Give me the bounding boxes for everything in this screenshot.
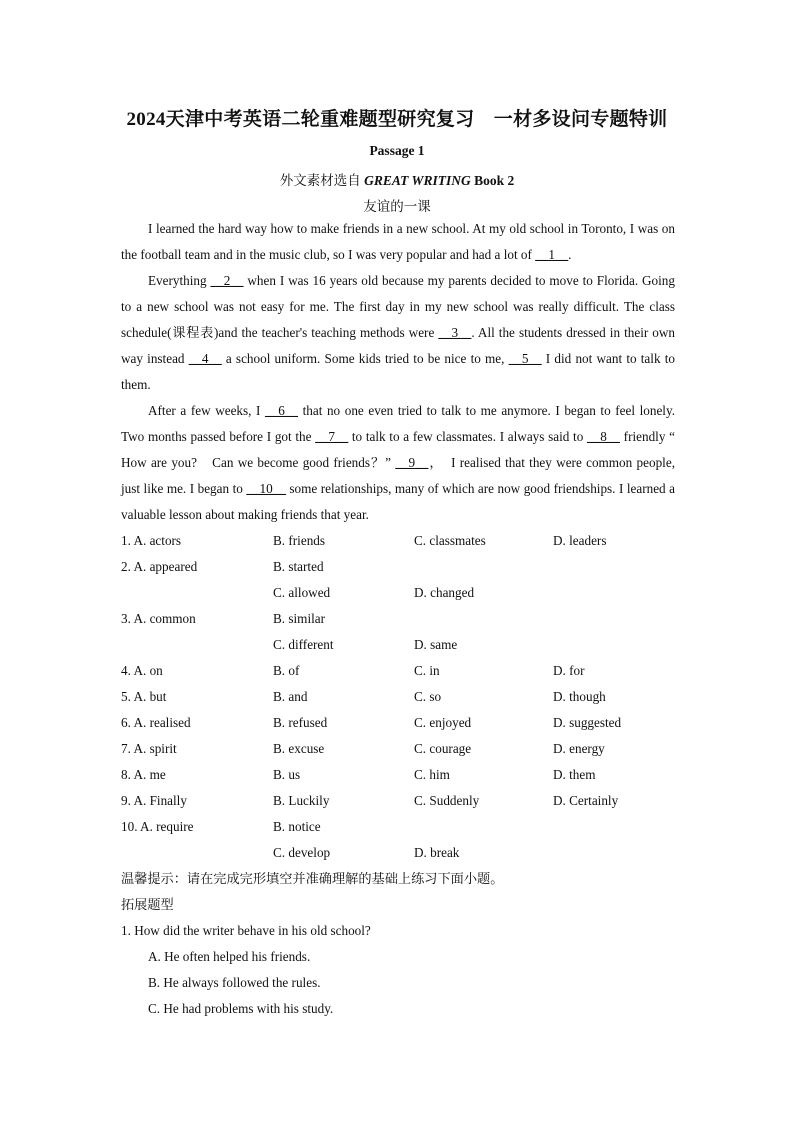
option-item: B. refused xyxy=(273,715,328,730)
source-suffix: Book 2 xyxy=(474,173,515,188)
option-item: B. friends xyxy=(273,533,326,548)
choice-a: A. He often helped his friends. xyxy=(148,949,311,964)
blank-marker: __8__ xyxy=(587,429,620,444)
option-item: C. so xyxy=(414,689,442,704)
option-item: C. Suddenly xyxy=(414,793,480,808)
option-row xyxy=(121,528,681,554)
option-item: B. us xyxy=(273,767,301,782)
option-item: B. and xyxy=(273,689,308,704)
option-row xyxy=(121,814,681,840)
passage-segment: . All the students dressed in their own way instead xyxy=(121,325,675,366)
option-item: 1. A. actors xyxy=(121,533,182,548)
blank-marker: __4__ xyxy=(188,351,222,366)
option-item: B. started xyxy=(273,559,324,574)
paragraph-2 xyxy=(121,268,675,398)
option-item: C. classmates xyxy=(414,533,486,548)
blank-marker: __3__ xyxy=(438,325,472,340)
option-row xyxy=(121,658,681,684)
source-prefix: 外文素材选自 xyxy=(279,173,361,188)
blank-marker: __7__ xyxy=(315,429,349,444)
option-item: D. changed xyxy=(414,585,475,600)
option-item: B. notice xyxy=(273,819,321,834)
blank-marker: __6__ xyxy=(265,403,298,418)
option-item: C. in xyxy=(414,663,440,678)
option-item: 4. A. on xyxy=(121,663,163,678)
option-item: 5. A. but xyxy=(121,689,167,704)
option-item: C. courage xyxy=(414,741,472,756)
choice-c: C. He had problems with his study. xyxy=(148,1001,334,1016)
blank-marker: __9__ xyxy=(395,455,429,470)
option-item: C. different xyxy=(273,637,334,652)
option-item: 2. A. appeared xyxy=(121,559,198,574)
option-row xyxy=(121,606,681,632)
paragraph-3 xyxy=(121,398,675,528)
source-line xyxy=(0,169,794,189)
blank-marker: __1__ xyxy=(535,247,569,262)
option-row xyxy=(121,762,681,788)
blank-marker: __2__ xyxy=(210,273,244,288)
option-item: D. same xyxy=(414,637,458,652)
source-book: GREAT WRITING xyxy=(364,173,471,188)
option-row xyxy=(121,580,681,606)
option-item: 6. A. realised xyxy=(121,715,191,730)
option-row xyxy=(121,788,681,814)
blank-marker: __5__ xyxy=(508,351,542,366)
option-row xyxy=(121,840,681,866)
passage-segment: I did not want to talk to them. xyxy=(121,351,675,392)
option-row xyxy=(121,710,681,736)
option-item: D. suggested xyxy=(553,715,622,730)
section-heading: 拓展题型 xyxy=(121,897,174,912)
option-item: D. them xyxy=(553,767,596,782)
passage-segment: that no one even tried to talk to me anymore. I began to feel lonely. Two months passed before I got the xyxy=(121,403,675,444)
option-item: 7. A. spirit xyxy=(121,741,177,756)
option-item: B. Luckily xyxy=(273,793,330,808)
blank-marker: __10__ xyxy=(246,481,286,496)
extension-section xyxy=(121,866,681,1022)
option-item: D. break xyxy=(414,845,460,860)
option-item: B. excuse xyxy=(273,741,325,756)
option-item: C. allowed xyxy=(273,585,331,600)
passage-topic: 友谊的一课 xyxy=(363,199,431,214)
option-item: D. leaders xyxy=(553,533,607,548)
passage-segment: some relationships, many of which are now good friendships. I learned a valuable lesson about making friends that year. xyxy=(121,481,676,522)
paragraph-1 xyxy=(121,216,675,268)
passage-text xyxy=(121,216,675,528)
passage-segment: to talk to a few classmates. I always said to xyxy=(348,429,588,444)
passage-label: Passage 1 xyxy=(369,143,425,158)
option-item: D. though xyxy=(553,689,606,704)
passage-segment: After a few weeks, I xyxy=(148,403,266,418)
tip-text: 温馨提示：请在完成完形填空并准确理解的基础上练习下面小题。 xyxy=(121,871,504,886)
passage-segment: a school uniform. Some kids tried to be nice to me, xyxy=(221,351,509,366)
option-item: B. of xyxy=(273,663,300,678)
passage-segment: . xyxy=(568,247,572,262)
option-item: 9. A. Finally xyxy=(121,793,187,808)
passage-segment: Everything xyxy=(148,273,211,288)
passage-segment: I learned the hard way how to make friends in a new school. At my old school in Toronto, I was on the football team and in the music club, so I was very popular and had a lot of xyxy=(121,221,675,262)
option-list xyxy=(121,528,681,866)
passage-segment: friendly “ How are you? Can we become good friends？” xyxy=(121,429,675,470)
option-row xyxy=(121,684,681,710)
option-item: B. similar xyxy=(273,611,326,626)
passage-segment: ， I realised that they were common people, just like me. I began to xyxy=(121,455,675,496)
document-title: 2024天津中考英语二轮重难题型研究复习 一材多设问专题特训 xyxy=(126,109,668,130)
option-item: C. develop xyxy=(273,845,331,860)
option-item: C. enjoyed xyxy=(414,715,472,730)
option-item: D. for xyxy=(553,663,585,678)
passage-segment: when I was 16 years old because my parents decided to move to Florida. Going to a new school was not easy for me. The first day in my new school was really difficult. The class schedule(课程表)and the teacher's teaching methods were xyxy=(121,273,675,340)
option-row xyxy=(121,554,681,580)
question-text: 1. How did the writer behave in his old school? xyxy=(121,923,371,938)
option-item: D. Certainly xyxy=(553,793,619,808)
option-item: 8. A. me xyxy=(121,767,166,782)
choice-b: B. He always followed the rules. xyxy=(148,975,321,990)
option-item: C. him xyxy=(414,767,450,782)
option-row xyxy=(121,736,681,762)
option-item: D. energy xyxy=(553,741,605,756)
option-item: 10. A. require xyxy=(121,819,194,834)
option-row xyxy=(121,632,681,658)
option-item: 3. A. common xyxy=(121,611,196,626)
